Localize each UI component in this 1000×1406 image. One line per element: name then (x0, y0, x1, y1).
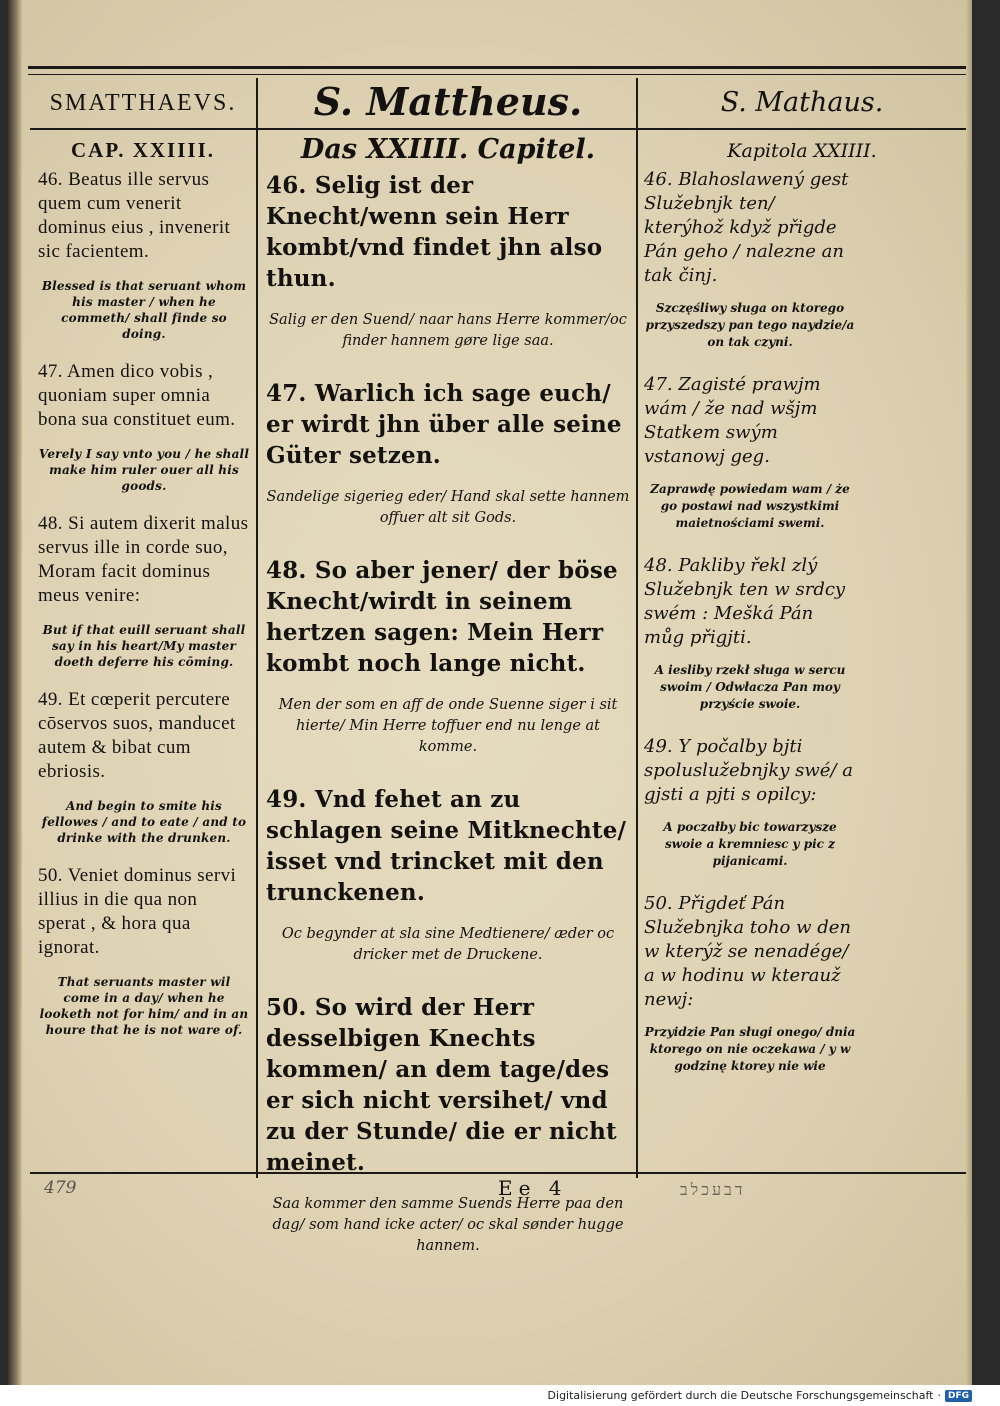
danish-gloss: Men der som en aff de onde Suenne siger i sit hierte/ Min Herre toffuer end nu lenge at komme. (278, 697, 618, 755)
header-german: S. Mattheus. (313, 79, 583, 124)
german-text: 46. Selig ist der Knecht/wenn sein Herr kombt/vnd findet jhn also thun. (266, 172, 603, 292)
german-verse-48 (266, 555, 630, 758)
danish-gloss: Sandelige sigerieg eder/ Hand skal sette hannem offuer alt sit Gods. (266, 489, 630, 526)
folio-number: 479 (44, 1178, 77, 1198)
latin-text: 47. Amen dico vobis , quoniam super omnia bona sua constituet eum. (38, 361, 236, 430)
german-verse-49 (266, 784, 630, 966)
latin-verse-49 (38, 688, 250, 846)
header-rule (30, 128, 966, 130)
czech-column (644, 168, 856, 1168)
english-gloss: But if that euill seruant shall say in his heart/My master doeth deferre his cōming. (42, 623, 246, 669)
czech-verse-48 (644, 554, 856, 713)
dfg-logo: DFG (945, 1390, 972, 1402)
czech-verse-49 (644, 735, 856, 870)
polish-gloss: Szczęśliwy sługa on ktorego przyszedszy pan tego naydzie/a on tak czyni. (645, 301, 855, 349)
czech-verse-46 (644, 168, 856, 351)
chapter-title-latin: CAP. XXIIII. (70, 138, 215, 162)
column-divider-2 (636, 78, 638, 1178)
top-rule-thin (28, 74, 966, 75)
hebrew-catchword: דבעכלב (680, 1180, 746, 1199)
credit-text: Digitalisierung gefördert durch die Deutsche Forschungsgemeinschaft (547, 1389, 934, 1402)
danish-gloss: Salig er den Suend/ naar hans Herre kommer/oc finder hannem gøre lige saa. (269, 312, 627, 349)
english-gloss: That seruants master wil come in a day/ when he looketh not for him/ and in an houre that he is not ware of. (39, 975, 249, 1037)
german-text: 48. So aber jener/ der böse Knecht/wirdt in seinem hertzen sagen: Mein Herr kombt noch lange nicht. (266, 557, 618, 677)
separator-dot: · (937, 1389, 941, 1402)
header-czech: S. Mathaus. (720, 87, 884, 118)
german-verse-47 (266, 378, 630, 529)
page-edge (966, 0, 972, 1385)
signature-mark: Ee 4 (498, 1176, 568, 1200)
latin-text: 48. Si autem dixerit malus servus ille in corde suo, Moram facit dominus meus venire: (38, 513, 249, 606)
chapter-title-german: Das XXIIII. Capitel. (300, 134, 596, 165)
latin-verse-50 (38, 864, 250, 1038)
czech-text: 50. Přigdeť Pán Služebnjka toho w den w kterýž se nenadége/ a w hodinu w kterauž newj: (644, 893, 851, 1010)
top-rule (28, 66, 966, 69)
english-gloss: Blessed is that seruant whom his master / when he commeth/ shall finde so doing. (41, 279, 247, 341)
polish-gloss: Zaprawdę powiedam wam / że go postawi nad wszystkimi maietnościami swemi. (650, 482, 850, 530)
latin-verse-47 (38, 360, 250, 494)
column-divider-1 (256, 78, 258, 1178)
polish-gloss: A poczałby bic towarzysze swoie a kremniesc y pic z pijanicami. (663, 820, 837, 868)
english-gloss: Verely I say vnto you / he shall make him ruler ouer all his goods. (38, 447, 250, 493)
polish-gloss: A iesliby rzekł sługa w sercu swoim / Odwłacza Pan moy przyście swoie. (654, 663, 846, 711)
book-page (8, 0, 972, 1385)
latin-verse-46 (38, 168, 250, 342)
german-verse-46 (266, 170, 630, 352)
digitization-credit (548, 1389, 972, 1402)
page-binding-shadow (8, 0, 22, 1385)
header-latin: SMATTHAEVS. (49, 90, 237, 116)
czech-verse-50 (644, 892, 856, 1075)
latin-text: 50. Veniet dominus servi illius in die qua non sperat , & hora qua ignorat. (38, 865, 237, 958)
czech-text: 49. Y počalby bjti spoluslužebnjky swé/ a gjsti a pjti s opilcy: (644, 736, 853, 805)
chapter-title-czech: Kapitola XXIIII. (727, 140, 877, 162)
german-verse-50 (266, 992, 630, 1257)
czech-text: 46. Blahoslawený gest Služebnjk ten/ kterýhož když přigde Pán geho / nalezne an tak činj. (644, 169, 849, 286)
latin-text: 49. Et cœperit percutere cōservos suos, manducet autem & bibat cum ebriosis. (38, 689, 236, 782)
german-text: 47. Warlich ich sage euch/ er wirdt jhn über alle seine Güter setzen. (266, 380, 622, 469)
english-gloss: And begin to smite his fellowes / and to eate / and to drinke with the drunken. (41, 799, 247, 845)
czech-text: 48. Pakliby řekl zlý Služebnjk ten w srdcy swém : Mešká Pán můg přigjti. (644, 555, 846, 648)
czech-text: 47. Zagisté prawjm wám / že nad wšjm Statkem swým vstanowj geg. (644, 374, 821, 467)
danish-gloss: Saa kommer den samme Suends Herre paa den dag/ som hand icke acter/ oc skal sønder hugge hannem. (272, 1196, 624, 1254)
latin-verse-48 (38, 512, 250, 670)
czech-verse-47 (644, 373, 856, 532)
german-text: 50. So wird der Herr desselbigen Knechts kommen/ an dem tage/des er sich nicht versihet/ vnd zu der Stunde/ die er nicht meinet. (266, 994, 617, 1176)
polish-gloss: Przyidzie Pan sługi onego/ dnia ktorego on nie oczekawa / y w godzinę ktorey nie wie (644, 1025, 856, 1073)
danish-gloss: Oc begynder at sla sine Medtienere/ æder oc dricker met de Druckene. (281, 926, 615, 963)
latin-column (38, 168, 250, 1168)
german-text: 49. Vnd fehet an zu schlagen seine Mitknechte/ isset vnd trincket mit den trunckenen. (266, 786, 627, 906)
latin-text: 46. Beatus ille servus quem cum venerit dominus eius , invenerit sic facientem. (38, 169, 231, 262)
